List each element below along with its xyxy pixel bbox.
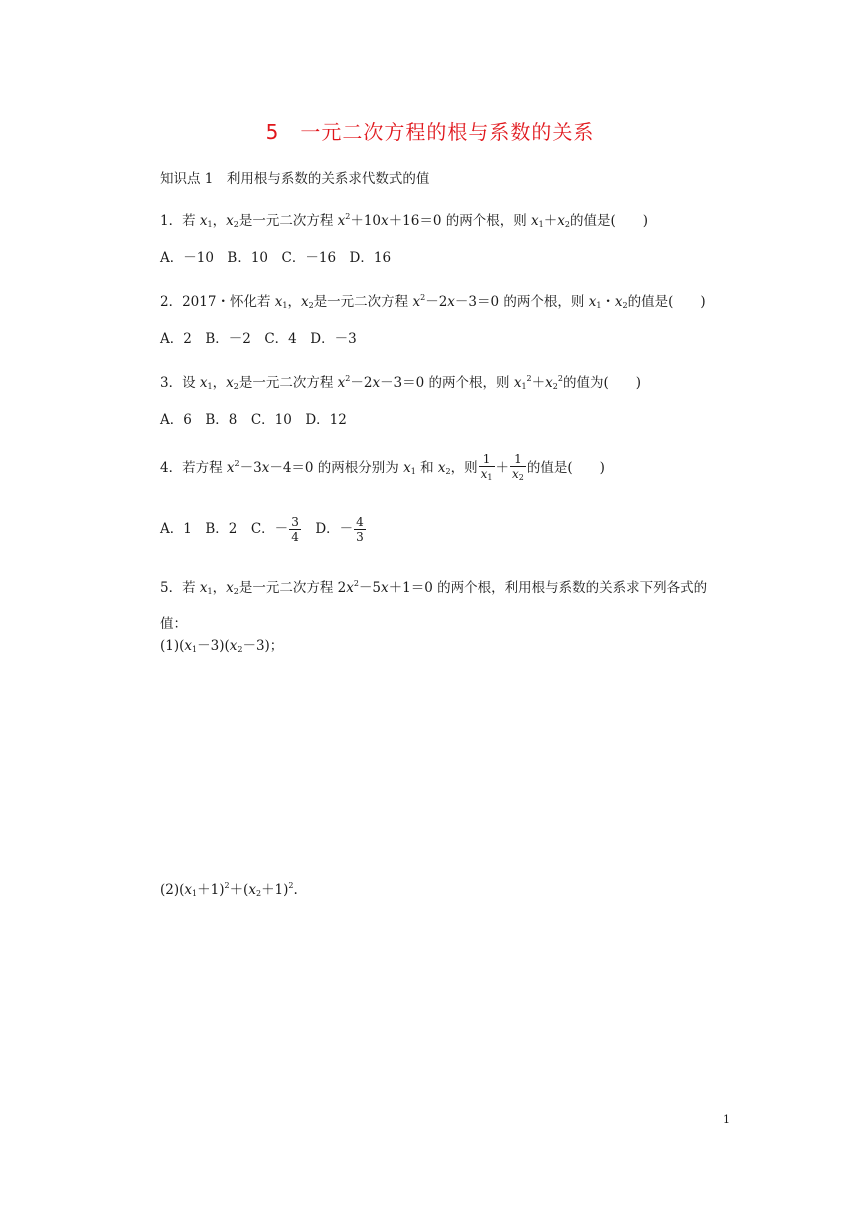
question-5-part-2: $(2)(x_1+1)^2+(x_2+1)^2$.	[160, 881, 298, 898]
question-2-options: A．2 B．－2 C．4 D．－3	[160, 331, 357, 347]
fraction-1-over-x2: $\frac{1}{x_2}$	[512, 452, 524, 482]
question-3-options: A．6 B．8 C．10 D．12	[160, 412, 347, 428]
question-1: 1．若 $x_1$，$x_2$是一元二次方程 $x^2+10x+16=0$ 的两个根，则 $x_1+x_2$的值是( )	[160, 212, 648, 229]
fraction-1-over-x1: $\frac{1}{x_1}$	[480, 452, 493, 482]
section-heading: 知识点 1 利用根与系数的关系求代数式的值	[160, 171, 430, 187]
question-3: 3．设 $x_1$，$x_2$是一元二次方程 $x^2-2x-3=0$ 的两个根，则 $x_1^2+x_2^2$的值为( )	[160, 374, 641, 391]
question-4: 4．若方程 $x^2-3x-4=0$ 的两根分别为 $x_1$ 和 $x_2$，则 $\frac{1}{x_1}$ ＋ $\frac{1}{x_2}$ 的值是( )	[160, 452, 605, 485]
page-title: 5 一元二次方程的根与系数的关系	[265, 120, 595, 144]
fraction-3-over-4: $\frac{3}{4}$	[291, 515, 299, 544]
question-4-options: A．1 B．2 C．－ $\frac{3}{4}$ D．－ $\frac{4}{3}$	[160, 515, 364, 544]
question-5: 5．若 $x_1$，$x_2$是一元二次方程 $2x^2-5x+1=0$ 的两个根，利用根与系数的关系求下列各式的值：	[160, 579, 708, 632]
fraction-4-over-3: $\frac{4}{3}$	[356, 515, 364, 544]
question-5-part-1: $(1)(x_1-3)(x_2-3)$；	[160, 638, 284, 654]
question-2: 2．2017・怀化若 $x_1$，$x_2$是一元二次方程 $x^2-2x-3=0$ 的两个根，则 $x_1$・$x_2$的值是( )	[160, 293, 706, 310]
question-1-options: A．－10 B．10 C．－16 D．16	[160, 250, 392, 266]
page-number: 1	[723, 1113, 730, 1126]
